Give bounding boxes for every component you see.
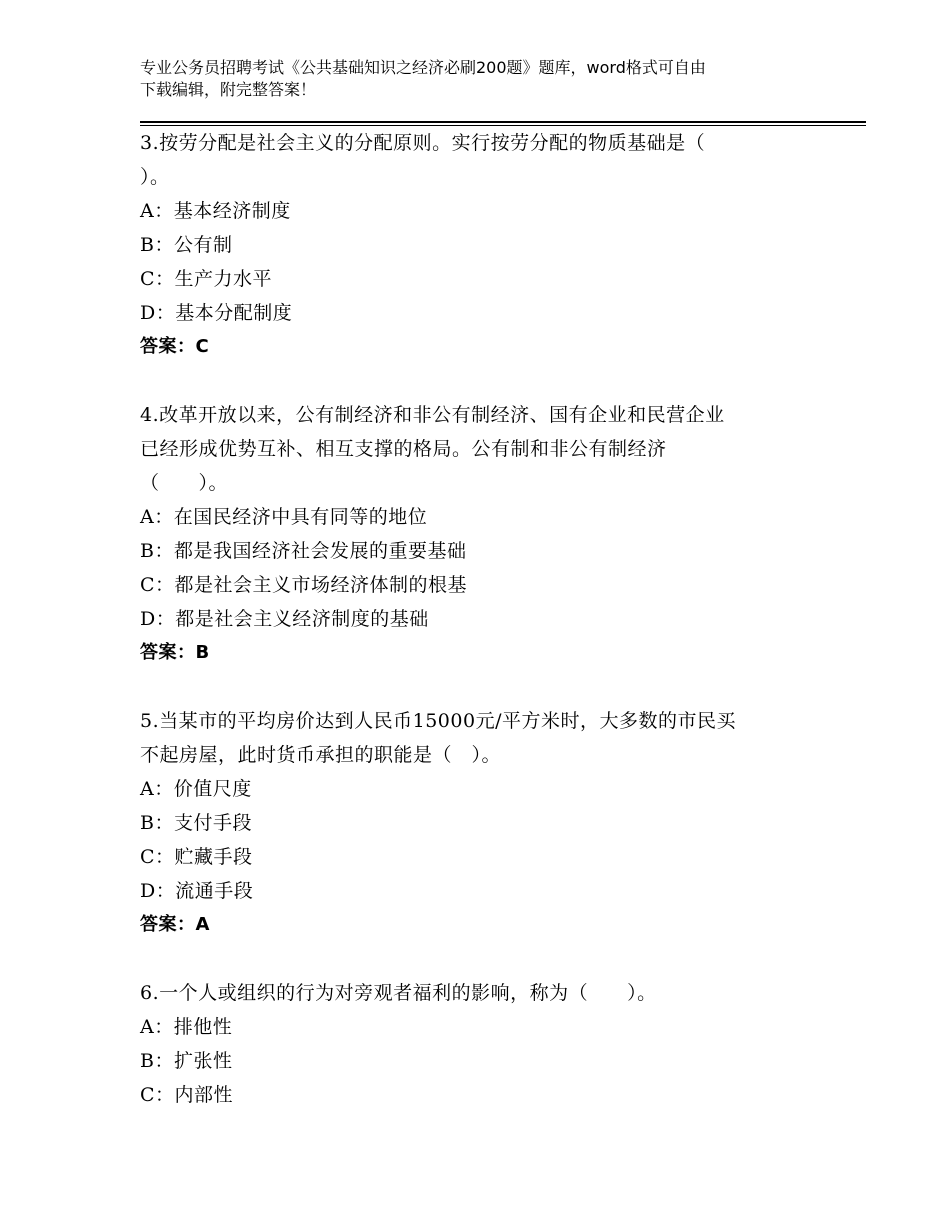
header-line-1: 专业公务员招聘考试《公共基础知识之经济必刷200题》题库，word格式可自由 [140,58,706,77]
option-d: D：都是社会主义经济制度的基础 [140,608,429,630]
question-5 [140,704,820,942]
answer-label: 答案：B [140,642,210,663]
option-d: D：流通手段 [140,880,254,902]
header-divider-thick [140,121,866,123]
question-4 [140,398,820,670]
answer-label: 答案：C [140,336,210,357]
option-c: C：内部性 [140,1084,234,1106]
question-text-line: 3.按劳分配是社会主义的分配原则。实行按劳分配的物质基础是（ [140,132,706,154]
question-text-line: 不起房屋，此时货币承担的职能是（ ）。 [140,744,502,766]
option-b: B：支付手段 [140,812,252,834]
answer-label: 答案：A [140,914,210,935]
option-c: C：都是社会主义市场经济体制的根基 [140,574,468,596]
question-text-line: 5.当某市的平均房价达到人民币15000元/平方米时，大多数的市民买 [140,710,736,732]
question-text-line: 6.一个人或组织的行为对旁观者福利的影响，称为（ ）。 [140,982,657,1004]
question-text-line: ）。 [140,166,170,188]
option-a: A：基本经济制度 [140,200,291,222]
option-a: A：价值尺度 [140,778,252,800]
option-b: B：都是我国经济社会发展的重要基础 [140,540,467,562]
option-b: B：公有制 [140,234,233,256]
option-d: D：基本分配制度 [140,302,293,324]
option-c: C：贮藏手段 [140,846,253,868]
option-a: A：在国民经济中具有同等的地位 [140,506,428,528]
question-text-line: 4.改革开放以来，公有制经济和非公有制经济、国有企业和民营企业 [140,404,725,426]
question-6 [140,976,820,1112]
option-a: A：排他性 [140,1016,233,1038]
option-b: B：扩张性 [140,1050,233,1072]
question-3 [140,126,820,364]
option-c: C：生产力水平 [140,268,273,290]
header-line-2: 下载编辑，附完整答案！ [140,80,317,99]
question-list [140,126,820,1146]
question-text-line: 已经形成优势互补、相互支撑的格局。公有制和非公有制经济 [140,438,667,460]
document-header [140,57,820,101]
question-text-line: （ ）。 [140,472,229,494]
